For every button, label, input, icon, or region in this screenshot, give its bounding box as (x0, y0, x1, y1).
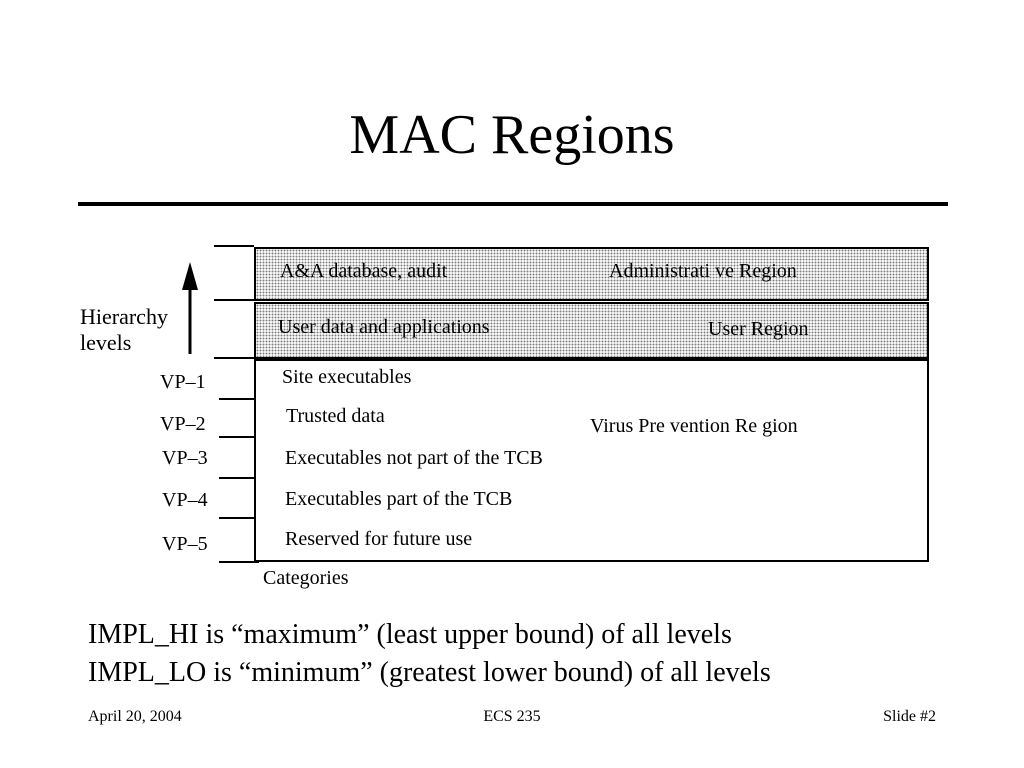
level-tick (214, 299, 254, 301)
vp-level-label: VP–5 (162, 533, 208, 555)
level-tick (214, 245, 254, 247)
footer-slide-number: Slide #2 (883, 708, 936, 725)
level-tick (214, 357, 254, 359)
categories-label: Categories (263, 567, 349, 589)
user-region-name: User Region (708, 318, 809, 340)
hierarchy-label-line1: Hierarchy (80, 304, 168, 329)
hierarchy-label-line2: levels (80, 330, 132, 355)
user-region-content: User data and applications (278, 316, 490, 338)
administrative-region-name: Administrati ve Region (609, 260, 797, 282)
vp-level-content: Executables not part of the TCB (285, 447, 543, 469)
hierarchy-arrow-icon (178, 258, 202, 358)
vp-level-content: Trusted data (286, 405, 385, 427)
vp-level-label: VP–2 (160, 413, 206, 435)
slide-title: MAC Regions (349, 104, 675, 166)
virus-prevention-region-name: Virus Pre vention Re gion (590, 415, 798, 437)
vp-level-content: Site executables (282, 366, 412, 388)
footer-course: ECS 235 (483, 708, 541, 725)
vp-level-content: Reserved for future use (285, 528, 473, 550)
vp-level-label: VP–3 (162, 447, 208, 469)
user-region (254, 302, 929, 359)
level-tick (219, 561, 259, 563)
title-divider (78, 202, 948, 206)
bullet-list (88, 616, 771, 692)
administrative-region (254, 247, 929, 301)
vp-level-label: VP–1 (160, 371, 206, 393)
vp-level-label: VP–4 (162, 489, 208, 511)
administrative-region-content: A&A database, audit (280, 260, 448, 282)
footer-date: April 20, 2004 (88, 708, 182, 725)
bullet-item: IMPL_HI is “maximum” (least upper bound) of all levels (88, 619, 732, 650)
vp-level-content: Executables part of the TCB (285, 488, 513, 510)
bullet-item: IMPL_LO is “minimum” (greatest lower bound) of all levels (88, 657, 771, 688)
